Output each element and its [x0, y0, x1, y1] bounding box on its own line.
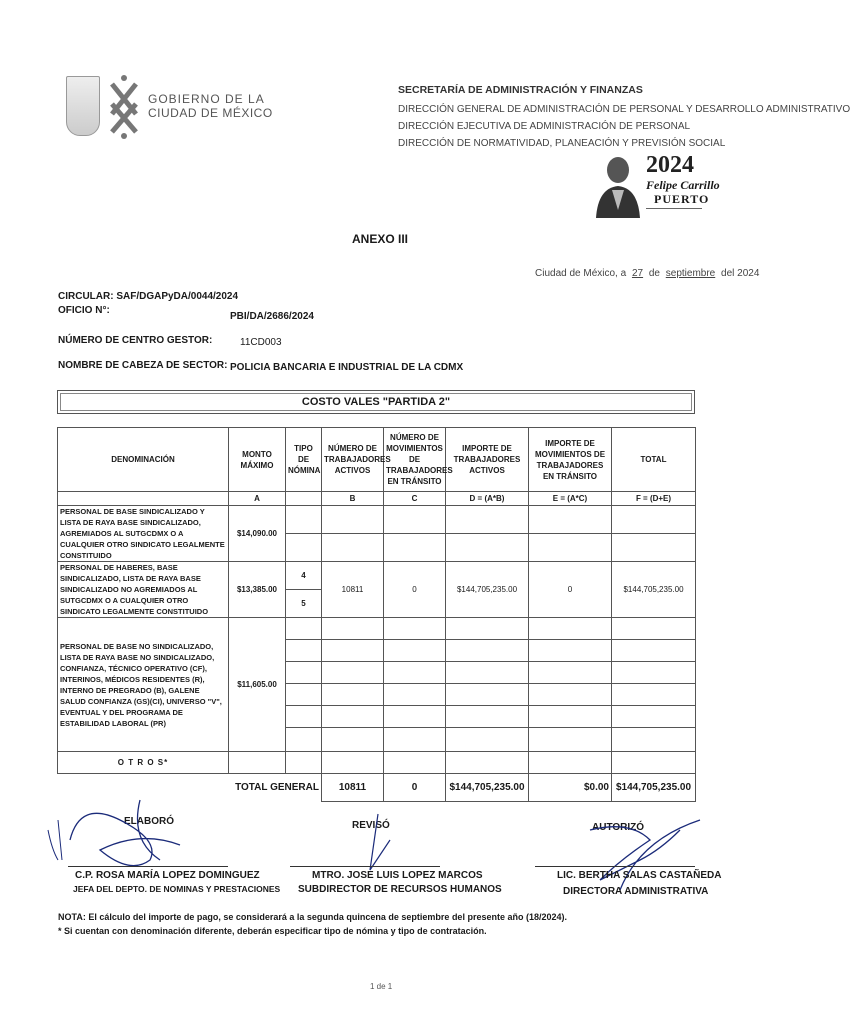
- cell: [529, 618, 612, 640]
- direccion-ejecutiva: DIRECCIÓN EJECUTIVA DE ADMINISTRACIÓN DE PERSONAL: [398, 121, 691, 132]
- cell: [612, 752, 696, 774]
- reviso-label: REVISÓ: [352, 820, 390, 831]
- cell: [384, 728, 446, 752]
- cell: [322, 728, 384, 752]
- cell: [612, 506, 696, 534]
- page-number: 1 de 1: [370, 982, 393, 991]
- letter-tipo-blank: [286, 492, 322, 506]
- letter-d: D = (A*B): [446, 492, 529, 506]
- cell: [446, 684, 529, 706]
- table-row-otros: [58, 752, 696, 774]
- table-row: [58, 562, 696, 590]
- col-tipo: TIPO DE NÓMINA: [286, 428, 322, 492]
- cell: [612, 640, 696, 662]
- coat-of-arms-icon: [66, 76, 100, 136]
- signature-line-1: [68, 866, 228, 867]
- letter-b: B: [322, 492, 384, 506]
- date-day: 27: [631, 268, 644, 279]
- signer2-role: SUBDIRECTOR DE RECURSOS HUMANOS: [298, 884, 502, 895]
- row3-monto: $11,605.00: [229, 618, 286, 752]
- signer3-role: DIRECTORA ADMINISTRATIVA: [563, 886, 709, 897]
- col-denominacion: DENOMINACIÓN: [58, 428, 229, 492]
- total-movimientos: 0: [384, 774, 446, 802]
- cell: [229, 752, 286, 774]
- costo-vales-table: [57, 427, 696, 802]
- total-trabajadores: 10811: [322, 774, 384, 802]
- cell: [612, 728, 696, 752]
- signature-elaboro-icon: [40, 790, 230, 870]
- cell: [529, 534, 612, 562]
- cell: [384, 618, 446, 640]
- circular-label: CIRCULAR:: [58, 291, 114, 302]
- letter-c: C: [384, 492, 446, 506]
- cell: [322, 640, 384, 662]
- cell: [286, 728, 322, 752]
- signer3-name: LIC. BERTHA SALAS CASTAÑEDA: [557, 870, 722, 881]
- document-title: ANEXO III: [352, 232, 409, 246]
- letter-f: F = (D+E): [612, 492, 696, 506]
- cell: [384, 684, 446, 706]
- cell: [529, 662, 612, 684]
- cell: [384, 752, 446, 774]
- date-de: de: [648, 268, 660, 279]
- cell: [529, 506, 612, 534]
- table-title: COSTO VALES "PARTIDA 2": [57, 390, 695, 414]
- cell: [446, 506, 529, 534]
- total-label: TOTAL GENERAL: [58, 774, 322, 802]
- elaboro-label: ELABORÓ: [124, 816, 174, 827]
- cell: [446, 728, 529, 752]
- table-header-row: [58, 428, 696, 492]
- document-date: [535, 268, 759, 279]
- gobierno-line1: GOBIERNO DE LA: [148, 92, 265, 106]
- col-movimientos: NÚMERO DE MOVIMIENTOS DE TRABAJADORES EN TRÁNSITO: [384, 428, 446, 492]
- col-importe-mov: IMPORTE DE MOVIMIENTOS DE TRABAJADORES EN TRÁNSITO: [529, 428, 612, 492]
- felipe-carrillo-name: Felipe Carrillo: [646, 178, 720, 192]
- row2-denominacion: PERSONAL DE HABERES, BASE SINDICALIZADO, LISTA DE RAYA BASE SINDICALIZADO NO AGREMIADOS AL SUTGCDMX O A CUALQUIER OTRO SINDICATO LEGALMENTE CONSTITUIDO: [58, 562, 229, 618]
- cell: [612, 618, 696, 640]
- felipe-carrillo-surname: PUERTO: [654, 192, 710, 206]
- col-total: TOTAL: [612, 428, 696, 492]
- date-suffix: del 2024: [721, 268, 760, 279]
- direccion-general: DIRECCIÓN GENERAL DE ADMINISTRACIÓN DE PERSONAL Y DESARROLLO ADMINISTRATIVO: [398, 104, 850, 115]
- total-importe-mov: $0.00: [529, 774, 612, 802]
- autorizo-label: AUTORIZÓ: [592, 822, 645, 833]
- cabeza-sector-label: NOMBRE DE CABEZA DE SECTOR:: [58, 360, 228, 371]
- cell: [384, 662, 446, 684]
- cell: [322, 684, 384, 706]
- cell: [612, 706, 696, 728]
- row3-denominacion: PERSONAL DE BASE NO SINDICALIZADO, LISTA DE RAYA BASE NO SINDICALIZADO, CONFIANZA, TÉCNICO OPERATIVO (CF), INTERINOS, MÉDICOS RESIDENTES (R), INTERNO DE PREGRADO (B), GALENE SALUD CONFIANZA (GS)(CI), UNIVERSO "V", EVENTUAL Y DEL PROGRAMA DE ESTABILIDAD LABORAL (PR): [58, 618, 229, 752]
- cell: [286, 752, 322, 774]
- centro-gestor-label: NÚMERO DE CENTRO GESTOR:: [58, 335, 213, 346]
- note-text: NOTA: El cálculo del importe de pago, se considerará a la segunda quincena de septiembre del presente año (18/2024).: [58, 912, 567, 922]
- signer1-role: JEFA DEL DEPTO. DE NOMINAS Y PRESTACIONES: [73, 884, 281, 894]
- letter-blank: [58, 492, 229, 506]
- cell: [612, 684, 696, 706]
- row2-importe-mov: 0: [529, 562, 612, 618]
- cell: [384, 534, 446, 562]
- note-asterisk: * Si cuentan con denominación diferente, deberán especificar tipo de nómina y tipo de contratación.: [58, 926, 487, 936]
- total-total: $144,705,235.00: [612, 774, 696, 802]
- table-row: [58, 618, 696, 640]
- cell: [322, 506, 384, 534]
- cell: [612, 534, 696, 562]
- cell: [446, 662, 529, 684]
- cell: [384, 506, 446, 534]
- oficio-label: OFICIO N°:: [58, 305, 110, 316]
- letter-e: E = (A*C): [529, 492, 612, 506]
- cell: [384, 706, 446, 728]
- table-row: [58, 506, 696, 534]
- row2-total: $144,705,235.00: [612, 562, 696, 618]
- col-trabajadores: NÚMERO DE TRABAJADORES ACTIVOS: [322, 428, 384, 492]
- signature-autorizo-icon: [560, 800, 710, 900]
- cell: [529, 684, 612, 706]
- cell: [384, 640, 446, 662]
- circular-row: [58, 291, 238, 302]
- row2-tipo-a: 4: [286, 562, 322, 590]
- cell: [286, 618, 322, 640]
- cell: [529, 728, 612, 752]
- centro-gestor-value: 11CD003: [240, 337, 282, 348]
- cell: [446, 640, 529, 662]
- cell: [286, 684, 322, 706]
- signature-line-2: [290, 866, 440, 867]
- cell: [286, 534, 322, 562]
- row1-denominacion: PERSONAL DE BASE SINDICALIZADO Y LISTA DE RAYA BASE SINDICALIZADO, AGREMIADOS AL SUTGCDMX O A CUALQUIER OTRO SINDICATO LEGALMENTE CONSTITUIDO: [58, 506, 229, 562]
- cell: [286, 706, 322, 728]
- date-month: septiembre: [665, 268, 716, 279]
- logo-divider: [646, 208, 702, 209]
- cell: [529, 752, 612, 774]
- row2-monto: $13,385.00: [229, 562, 286, 618]
- cdmx-logo-icon: [106, 74, 142, 140]
- row2-trabajadores: 10811: [322, 562, 384, 618]
- cabeza-sector-value: POLICIA BANCARIA E INDUSTRIAL DE LA CDMX: [230, 362, 464, 373]
- row1-monto: $14,090.00: [229, 506, 286, 562]
- felipe-carrillo-portrait-icon: [594, 150, 642, 218]
- cell: [446, 618, 529, 640]
- secretaria-title: SECRETARÍA DE ADMINISTRACIÓN Y FINANZAS: [398, 84, 643, 96]
- table-letters-row: [58, 492, 696, 506]
- row2-tipo-b: 5: [286, 590, 322, 618]
- row2-movimientos: 0: [384, 562, 446, 618]
- otros-label: O T R O S*: [58, 752, 229, 774]
- total-importe: $144,705,235.00: [446, 774, 529, 802]
- col-importe: IMPORTE DE TRABAJADORES ACTIVOS: [446, 428, 529, 492]
- cell: [529, 706, 612, 728]
- cell: [446, 752, 529, 774]
- year-logo: 2024: [646, 152, 694, 178]
- cell: [446, 534, 529, 562]
- signer1-name: C.P. ROSA MARÍA LOPEZ DOMINGUEZ: [75, 870, 260, 881]
- row2-importe: $144,705,235.00: [446, 562, 529, 618]
- cell: [286, 662, 322, 684]
- oficio-value: PBI/DA/2686/2024: [230, 311, 314, 322]
- cell: [286, 640, 322, 662]
- signer2-name: MTRO. JOSE LUIS LOPEZ MARCOS: [312, 870, 483, 881]
- cell: [322, 534, 384, 562]
- cell: [322, 706, 384, 728]
- cell: [322, 662, 384, 684]
- circular-value: SAF/DGAPyDA/0044/2024: [116, 291, 239, 302]
- cell: [322, 752, 384, 774]
- letter-a: A: [229, 492, 286, 506]
- gobierno-line2: CIUDAD DE MÉXICO: [148, 106, 273, 120]
- date-prefix: Ciudad de México, a: [535, 268, 627, 279]
- cell: [612, 662, 696, 684]
- signature-line-3: [535, 866, 695, 867]
- col-monto: MONTO MÁXIMO: [229, 428, 286, 492]
- direccion-normatividad: DIRECCIÓN DE NORMATIVIDAD, PLANEACIÓN Y PREVISIÓN SOCIAL: [398, 138, 726, 149]
- cell: [286, 506, 322, 534]
- cell: [322, 618, 384, 640]
- cell: [446, 706, 529, 728]
- cell: [529, 640, 612, 662]
